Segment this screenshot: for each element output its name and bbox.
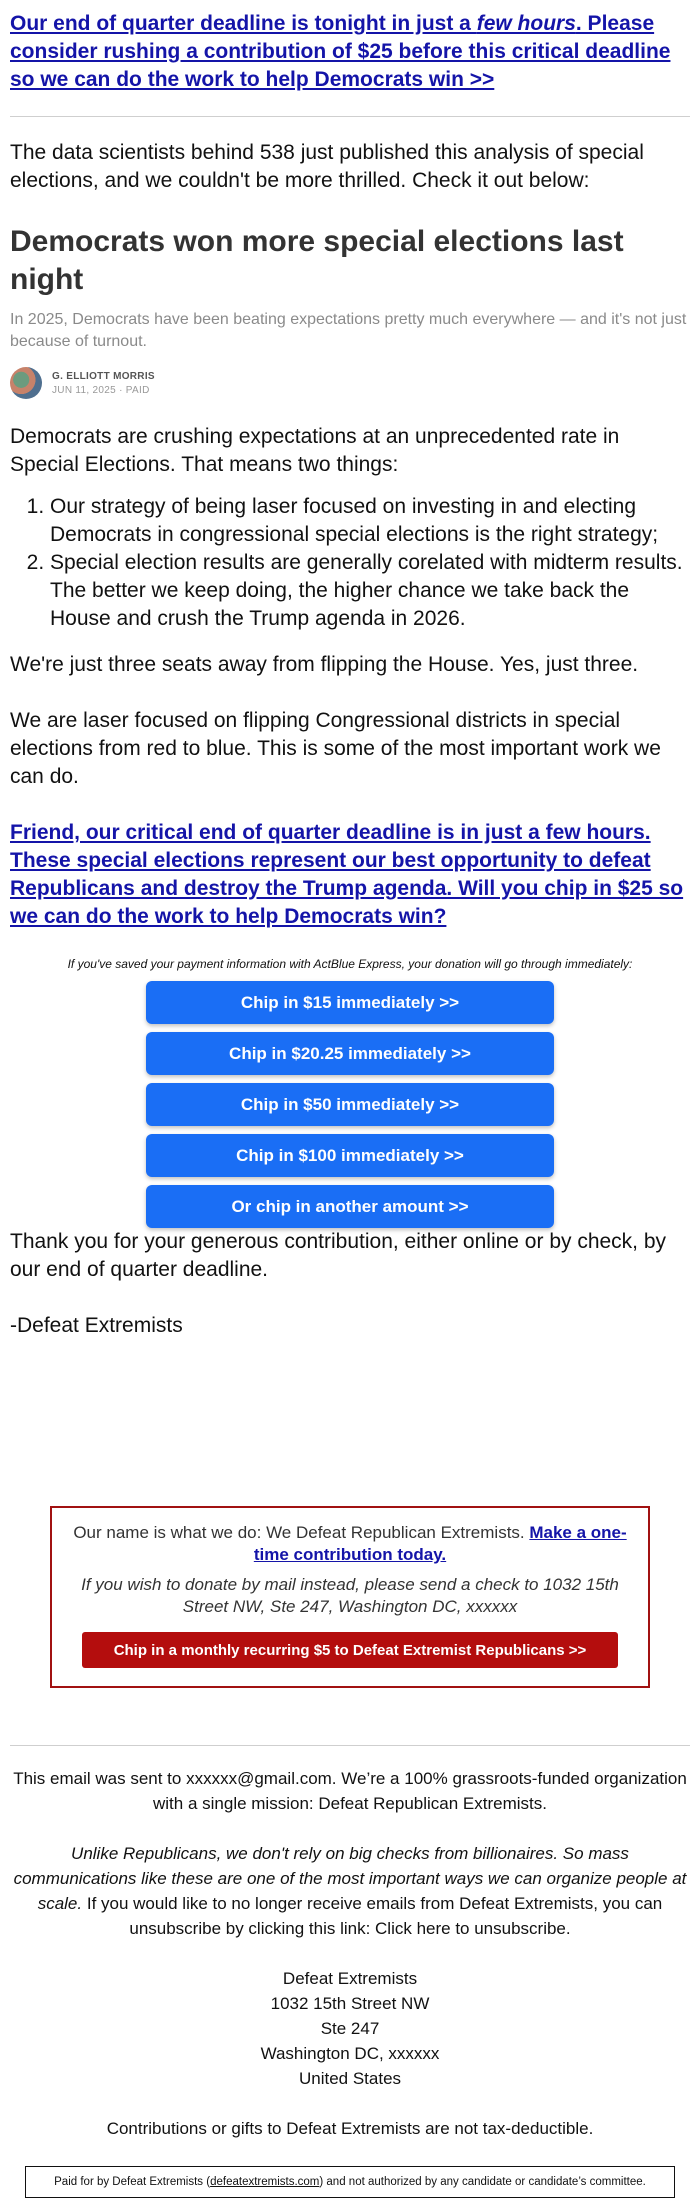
unsubscribe-paragraph: Unlike Republicans, we don't rely on big checks from billionaires. So mass communications like these are one of the most important ways we can organize people at scale. If you would like to no longer receive emails from Defeat Extremists, you can unsubscribe by clicking this link: Click here to unsubscribe. [13,1844,687,1938]
article-subheadline: In 2025, Democrats have been beating expectations pretty much everywhere — and it's not just because of turnout. [10,311,687,350]
divider [10,116,690,117]
footer-box-mission: Our name is what we do: We Defeat Republican Extremists. Make a one-time contribution today. [73,1523,627,1564]
divider [10,1745,690,1746]
author-name: G. ELLIOTT MORRIS [52,370,155,382]
tax-note: Contributions or gifts to Defeat Extremists are not tax-deductible. [106,2119,594,2138]
focus-paragraph: We are laser focused on flipping Congressional districts in special elections from red to blue. This is some of the most important work we can do. [10,709,661,788]
footer-donate-box [50,1506,650,1688]
expectations-paragraph: Democrats are crushing expectations at an unprecedented rate in Special Elections. That means two things: [10,425,620,476]
chip-20-25-button[interactable]: Chip in $20.25 immediately >> [146,1032,554,1075]
donate-buttons [10,981,690,1228]
points-list [10,493,690,633]
mail-donation-note: If you wish to donate by mail instead, please send a check to 1032 15th Street NW, Ste 247, Washington DC, xxxxxx [81,1575,619,1616]
monthly-recurring-button[interactable]: Chip in a monthly recurring $5 to Defeat Extremist Republicans >> [82,1632,618,1668]
avatar [10,367,42,399]
header-cta-anchor[interactable]: Our end of quarter deadline is tonight in just a few hours. Please consider rushing a contribution of $25 before this critical deadline so we can do the work to help Democrats win >> [10,12,671,91]
list-item: 2. Special election results are generally corelated with midterm results. The better we keep doing, the higher chance we take back the House and crush the Trump agenda in 2026. [50,549,690,633]
thanks-paragraph: Thank you for your generous contribution, either online or by check, by our end of quarter deadline. [10,1230,667,1281]
chip-other-amount-button[interactable]: Or chip in another amount >> [146,1185,554,1228]
body-cta-anchor[interactable]: Friend, our critical end of quarter deadline is in just a few hours. These special elections represent our best opportunity to defeat Republicans and destroy the Trump agenda. Will you chip in $25 so we can do the work to help Democrats win? [10,821,684,928]
chip-15-button[interactable]: Chip in $15 immediately >> [146,981,554,1024]
unsubscribe-text[interactable]: If you would like to no longer receive emails from Defeat Extremists, you can unsubscribe by clicking this link: Click here to unsubscribe. [82,1894,663,1938]
sent-to-note: This email was sent to xxxxxx@gmail.com. We’re a 100% grassroots-funded organization with a single mission: Defeat Republican Extremists. [13,1769,687,1813]
email-body [0,10,700,2198]
one-time-contribution-link[interactable]: Make a one-time contribution today. [253,1523,627,1564]
actblue-express-note: If you've saved your payment information with ActBlue Express, your donation will go through immediately: [67,957,633,971]
seats-paragraph: We're just three seats away from flipping the House. Yes, just three. [10,653,639,676]
author-row [10,367,690,399]
chip-50-button[interactable]: Chip in $50 immediately >> [146,1083,554,1126]
footer [10,1766,690,2141]
article-headline: Democrats won more special elections last night [10,225,624,296]
chip-100-button[interactable]: Chip in $100 immediately >> [146,1134,554,1177]
website-link[interactable]: defeatextremists.com [210,2176,320,2188]
list-item: 1. Our strategy of being laser focused on investing in and electing Democrats in congressional special elections is the right strategy; [50,493,690,549]
header-cta-link[interactable] [10,10,690,94]
paid-for-disclaimer: Paid for by Defeat Extremists (defeatextremists.com) and not authorized by any candidate or candidate’s committee. [25,2166,675,2198]
body-cta-link[interactable] [10,819,690,931]
article-preview [10,223,690,399]
intro-paragraph: The data scientists behind 538 just published this analysis of special elections, and we couldn't be more thrilled. Check it out below: [10,141,644,192]
signature: -Defeat Extremists [10,1314,183,1337]
article-date: JUN 11, 2025 · PAID [52,384,150,396]
mailing-address: Defeat Extremists 1032 15th Street NW Ste 247 Washington DC, xxxxxx United States [260,1969,440,2088]
